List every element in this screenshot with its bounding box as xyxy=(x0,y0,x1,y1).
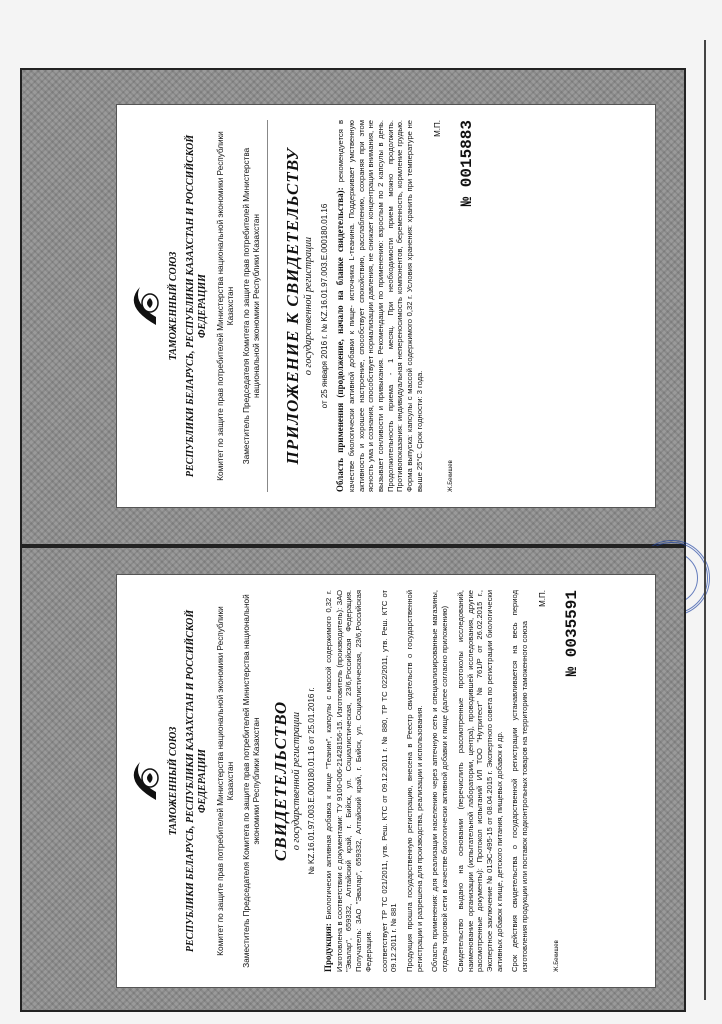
union-title: ТАМОЖЕННЫЙ СОЮЗ xyxy=(168,726,179,836)
note-line xyxy=(267,120,275,492)
seal-place-label: М.П. xyxy=(537,590,547,607)
appendix-certificate xyxy=(20,68,686,546)
registration-date-number: от 25 января 2016 г. № KZ.16.01.97.003.E.000180.01.16 xyxy=(319,203,329,409)
deputy-title: Заместитель Председателя Комитета по защите прав потребителей Министерства национальной экономики Республики Казахстан xyxy=(242,147,262,465)
union-title: ТАМОЖЕННЫЙ СОЮЗ xyxy=(168,251,179,361)
form-number: № 0015883 xyxy=(458,120,477,207)
document-title: ПРИЛОЖЕНИЕ К СВИДЕТЕЛЬСТВУ xyxy=(282,147,302,465)
usage-text: Область применения: для реализации населению через аптечную сеть и специализированные магазины, отделы торговой сети в качестве биологически активной добавки к пище (далее согласно приложению) xyxy=(430,590,450,972)
certificate-sheet xyxy=(116,574,656,988)
customs-union-logo-icon xyxy=(126,758,164,804)
product-section xyxy=(323,590,373,972)
document-subtitle: о государственной регистрации xyxy=(303,236,315,376)
document-title: СВИДЕТЕЛЬСТВО xyxy=(270,700,290,862)
customs-union-logo-icon xyxy=(126,283,164,329)
scan-edge-line xyxy=(704,40,706,1000)
signer-name: Ж.Бекишев xyxy=(553,940,560,972)
validity-text: Срок действия свидетельства о государственной регистрации устанавливается на весь период изготовления продукции или поставок подконтрольных товаров на территорию таможенного союза xyxy=(510,590,530,972)
union-countries: РЕСПУБЛИКИ БЕЛАРУСЬ, РЕСПУБЛИКИ КАЗАХСТАН И РОССИЙСКОЙ ФЕДЕРАЦИИ xyxy=(184,134,208,478)
form-number: № 0035591 xyxy=(563,590,582,677)
registration-certificate xyxy=(20,546,686,1012)
signature-block xyxy=(448,120,456,492)
document-subtitle: о государственной регистрации xyxy=(291,711,303,851)
certificate-content xyxy=(116,574,656,988)
signer-name: Ж.Бекишев xyxy=(448,460,455,492)
registration-text: Продукция прошла государственную регистрацию, внесена в Реестр свидетельств о государственной регистрации и разрешена для производства, реализации и использования. xyxy=(405,590,424,972)
appendix-sheet xyxy=(116,104,656,508)
deputy-title: Заместитель Председателя Комитета по защите прав потребителей Министерства национальной экономики Республики Казахстан xyxy=(242,594,262,968)
product-label: Продукция: xyxy=(323,923,334,972)
registration-number-date: № KZ.16.01.97.003.E.000180.01.16 от 25.01.2016 г. xyxy=(307,687,317,875)
conformity-text: соответствует ТР ТС 021/2011, утв. Реш. КТС от 09.12.2011 г. № 880, ТР ТС 022/2011, утв. Реш. КТС от 09.12.2011 г. № 881 xyxy=(379,590,399,972)
product-text: Биологически активная добавка к пище "Теанин", капсулы с массой содержимого 0,32 г. Изготовлена в соответствии с документами: ТУ 9100-006-21428156-15. Изготовитель (производитель): ЗАО "Эвалар", 659332, Алтайский край, г. Бийск, ул. Социалистическая, 23/6,Российская Федерация. Получатель: ЗАО "Эвалар", 659332, Алтайский край, г. Бийск, ул. Социалистическая, 23/6,Российская Федерация. xyxy=(324,590,373,972)
appendix-content xyxy=(116,104,656,508)
basis-text: Свидетельство выдано на основании (перечислить рассмотренные протоколы исследований, наименование организации (испытательной лаборатории, центра), проводившей исследования, другие рассмотренные документы): Протокол испытаний ИЛ ТОО "Нутритест" № 761/Р от 26.02.2015 г., Экспертное заключение № 01ЭС-495-15 от 08.04.2015 г. Экспертного совета по регистрации биологически активных добавок к пище, детского питания, пищевых добавок и др. xyxy=(455,590,504,972)
seal-place-label: М.П. xyxy=(432,120,442,137)
union-countries: РЕСПУБЛИКИ БЕЛАРУСЬ, РЕСПУБЛИКИ КАЗАХСТАН И РОССИЙСКОЙ ФЕДЕРАЦИИ xyxy=(184,609,208,953)
ministry-name: Комитет по защите прав потребителей Министерства национальной экономики Республики Казахстан xyxy=(215,606,235,956)
application-section xyxy=(335,120,424,492)
ministry-name: Комитет по защите прав потребителей Министерства национальной экономики Республики Казахстан xyxy=(215,131,235,481)
application-label: Область применения (продолжение, начало на бланке свидетельства): xyxy=(335,187,346,492)
signature-block xyxy=(554,590,562,972)
application-text: рекомендуется в качестве биологически активной добавки к пище- источника L-теанина. Поддерживает умственную активность и хорошее настроение, способствует спокойствию, расслаблению, сохраняя при этом ясность ума и сознания, способствует нормализации давления, не снижает концентрации внимания, не вызывает сонливости и привыкания. Рекомендации по применению: взрослым по 2 капсулы в день. Продолжительность приема - 1 месяц. При необходимости прием можно продолжить. Противопоказания: индивидуальная непереносимость компонентов, беременность, кормление грудью. Форма выпуска: капсулы с массой содержимого 0,32 г. Условия хранения: хранить при температуре не выше 25°С. Срок годности: 3 года. xyxy=(336,120,424,492)
